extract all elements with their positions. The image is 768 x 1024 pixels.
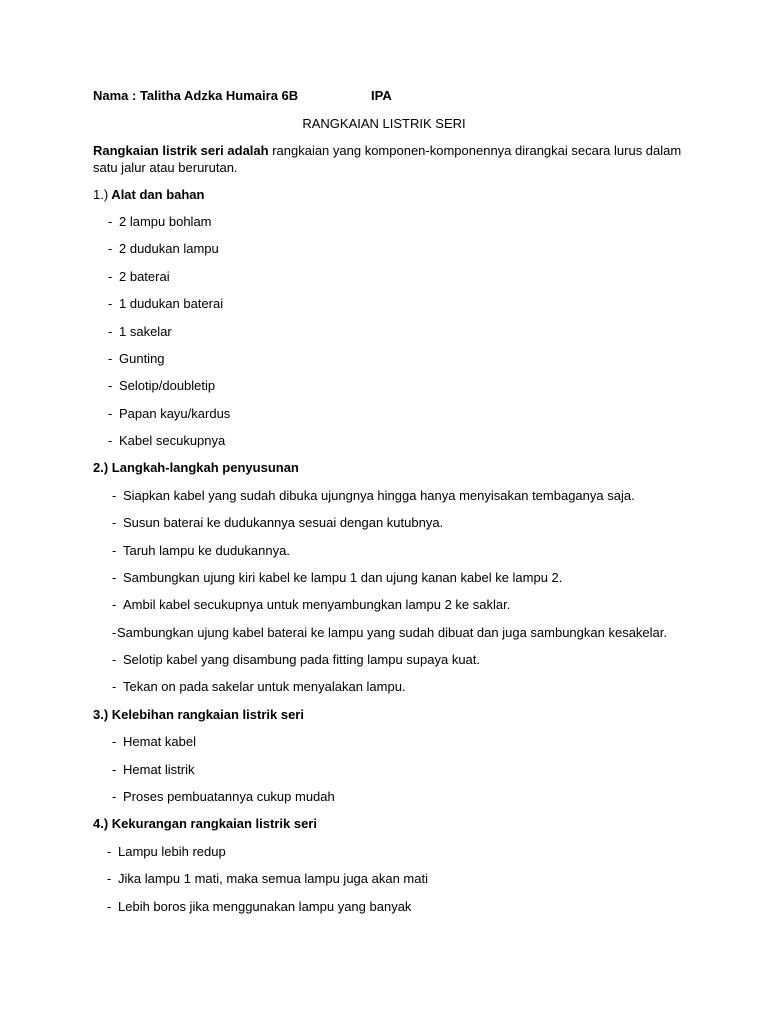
section-heading-1 — [93, 187, 204, 203]
list-item-text: Hemat kabel — [123, 734, 196, 749]
list-item: - Proses pembuatannya cukup mudah — [112, 789, 335, 804]
list-item: - Sambungkan ujung kiri kabel ke lampu 1 dan ujung kanan kabel ke lampu 2. — [112, 570, 563, 585]
list-item-text: Proses pembuatannya cukup mudah — [123, 789, 335, 804]
document-title-text: RANGKAIAN LISTRIK SERI — [302, 116, 466, 131]
list-item-text: 2 dudukan lampu — [119, 241, 219, 256]
list-item: - Kabel secukupnya — [108, 433, 226, 448]
list-item: - 2 dudukan lampu — [108, 241, 219, 256]
list-item: - Ambil kabel secukupnya untuk menyambungkan lampu 2 ke saklar. — [112, 597, 511, 612]
intro-paragraph — [93, 142, 693, 176]
list-item-text: Selotip/doubletip — [119, 378, 216, 393]
list-item: - Taruh lampu ke dudukannya. — [112, 543, 290, 558]
list-item: -Sambungkan ujung kabel baterai ke lampu yang sudah dibuat dan juga sambungkan kesakelar. — [112, 625, 667, 640]
list-item: - Selotip/doubletip — [108, 378, 216, 393]
list-item-text: 1 sakelar — [119, 324, 172, 339]
section-title-3: Kelebihan rangkaian listrik seri — [108, 707, 304, 722]
section-number-1: 1.) — [93, 187, 109, 202]
list-item-text: 1 dudukan baterai — [119, 296, 224, 311]
list-item-text: Siapkan kabel yang sudah dibuka ujungnya hingga hanya menyisakan tembaganya saja. — [123, 488, 635, 503]
section-heading-3 — [93, 707, 304, 723]
section-title-4: Kekurangan rangkaian listrik seri — [108, 816, 317, 831]
list-item: - Gunting — [108, 351, 165, 366]
section-heading-4 — [93, 816, 317, 832]
section-number-2: 2.) — [93, 460, 109, 475]
section-title-1: Alat dan bahan — [108, 187, 205, 202]
list-item: - Selotip kabel yang disambung pada fitting lampu supaya kuat. — [112, 652, 481, 667]
list-item-text: Selotip kabel yang disambung pada fitting lampu supaya kuat. — [123, 652, 481, 667]
list-item-text: Lampu lebih redup — [118, 844, 226, 859]
list-item-text: Papan kayu/kardus — [119, 406, 231, 421]
intro-term: Rangkaian listrik seri adalah — [93, 143, 269, 158]
subject-label: IPA — [371, 88, 392, 103]
list-item: - 1 sakelar — [108, 324, 172, 339]
list-item: - Jika lampu 1 mati, maka semua lampu juga akan mati — [107, 871, 428, 886]
list-item-text: Hemat listrik — [123, 762, 195, 777]
list-item: - Papan kayu/kardus — [108, 406, 231, 421]
section-title-2: Langkah-langkah penyusunan — [108, 460, 299, 475]
list-item-text: Ambil kabel secukupnya untuk menyambungkan lampu 2 ke saklar. — [123, 597, 511, 612]
list-item: - Siapkan kabel yang sudah dibuka ujungnya hingga hanya menyisakan tembaganya saja. — [112, 488, 635, 503]
intro-definition: rangkaian yang komponen-komponennya dirangkai secara lurus dalam satu jalur atau berurutan. — [93, 143, 682, 175]
student-header — [93, 88, 493, 106]
list-item: - 1 dudukan baterai — [108, 296, 224, 311]
list-item: - Hemat kabel — [112, 734, 196, 749]
list-item: - Tekan on pada sakelar untuk menyalakan lampu. — [112, 679, 406, 694]
list-item-text: Gunting — [119, 351, 165, 366]
list-item: - Hemat listrik — [112, 762, 195, 777]
list-item: - Susun baterai ke dudukannya sesuai dengan kutubnya. — [112, 515, 444, 530]
list-item: - Lebih boros jika menggunakan lampu yang banyak — [107, 899, 412, 914]
section-number-4: 4.) — [93, 816, 109, 831]
section-heading-2 — [93, 460, 299, 476]
list-item-text: Sambungkan ujung kabel baterai ke lampu yang sudah dibuat dan juga sambungkan kesakelar. — [117, 625, 667, 640]
list-item-text: Susun baterai ke dudukannya sesuai dengan kutubnya. — [123, 515, 444, 530]
list-item-text: Sambungkan ujung kiri kabel ke lampu 1 dan ujung kanan kabel ke lampu 2. — [123, 570, 563, 585]
list-item-text: Kabel secukupnya — [119, 433, 226, 448]
list-item: - Lampu lebih redup — [107, 844, 226, 859]
list-item-text: 2 lampu bohlam — [119, 214, 212, 229]
list-item-text: Jika lampu 1 mati, maka semua lampu juga akan mati — [118, 871, 428, 886]
list-item: - 2 lampu bohlam — [108, 214, 212, 229]
list-item-text: Tekan on pada sakelar untuk menyalakan lampu. — [123, 679, 406, 694]
student-name: Nama : Talitha Adzka Humaira 6B — [93, 88, 299, 103]
list-item: - 2 baterai — [108, 269, 170, 284]
list-item-text: Lebih boros jika menggunakan lampu yang banyak — [118, 899, 412, 914]
document-title — [0, 116, 768, 132]
list-item-text: Taruh lampu ke dudukannya. — [123, 543, 290, 558]
list-item-text: 2 baterai — [119, 269, 170, 284]
section-number-3: 3.) — [93, 707, 109, 722]
